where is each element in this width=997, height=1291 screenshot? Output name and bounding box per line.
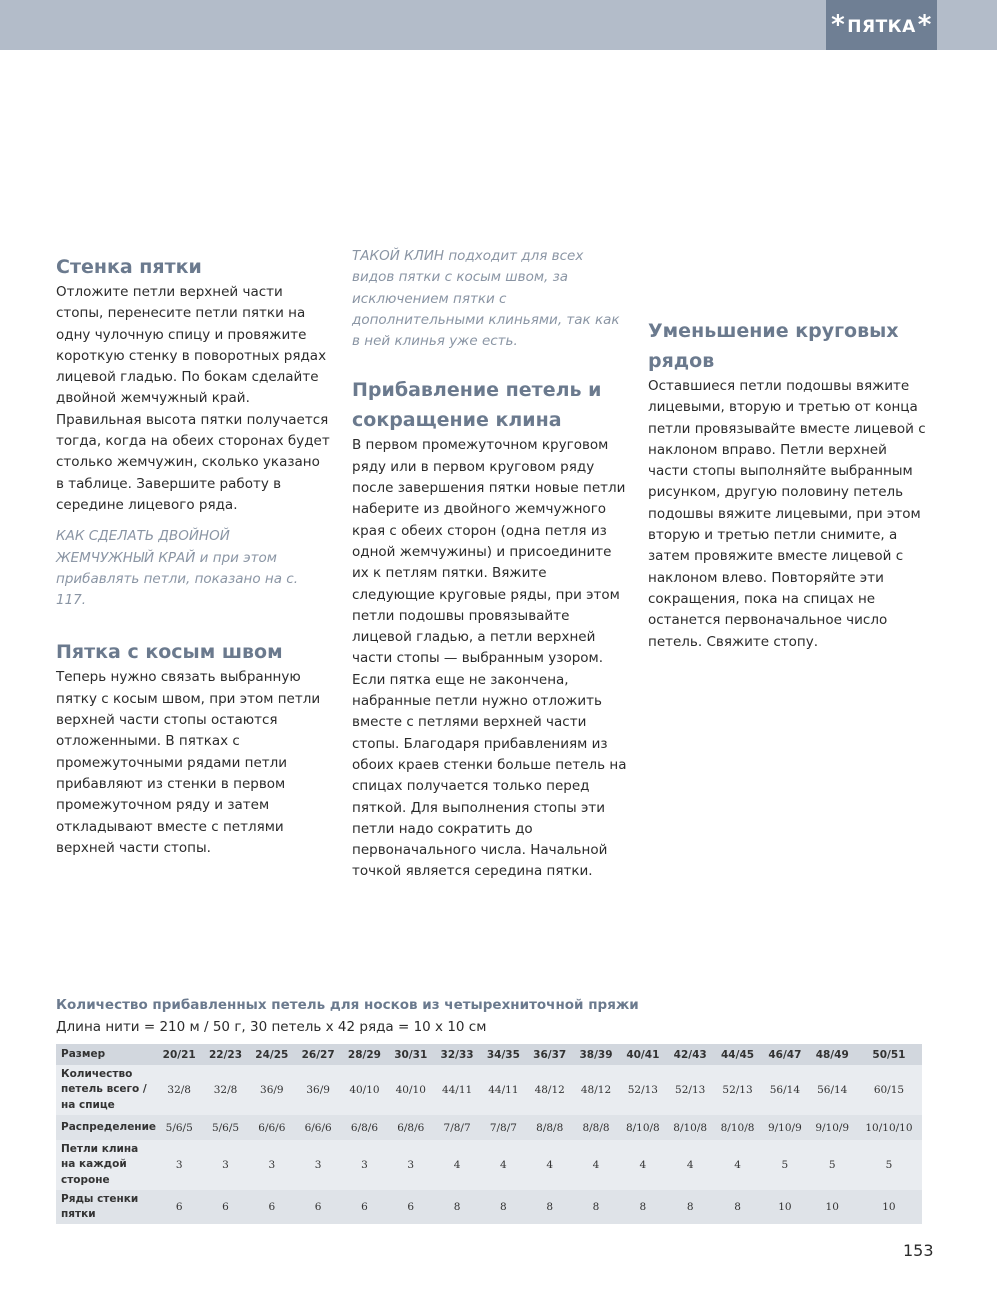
table-cell: 8 [527,1190,573,1224]
table-cell: 32/8 [156,1065,202,1115]
table-cell: 10/10/10 [856,1115,922,1140]
size-header: 38/39 [573,1044,619,1065]
size-header: 42/43 [667,1044,714,1065]
table-cell: 40/10 [388,1065,434,1115]
table-cell: 6 [341,1190,387,1224]
table-cell: 8/10/8 [619,1115,666,1140]
table-cell: 9/10/9 [761,1115,808,1140]
table-cell: 56/14 [761,1065,808,1115]
table-cell: 44/11 [434,1065,480,1115]
table-cell: 4 [714,1140,761,1190]
table-cell: 8/10/8 [714,1115,761,1140]
row-label: Петли клина на каждой стороне [56,1140,156,1190]
column-right [648,316,928,653]
table-row [56,1190,922,1224]
size-header: 20/21 [156,1044,202,1065]
table-cell: 6/8/6 [341,1115,387,1140]
table-cell: 3 [202,1140,248,1190]
table-cell: 6 [249,1190,295,1224]
italic-note: ТАКОЙ КЛИН подходит для всех видов пятки с косым швом, за исключением пятки с дополнительными клиньями, так как в ней клинья уже есть. [352,248,620,350]
size-header: 28/29 [341,1044,387,1065]
table-cell: 6/6/6 [295,1115,341,1140]
table-cell: 9/10/9 [809,1115,856,1140]
paragraph: Оставшиеся петли подошвы вяжите лицевыми, вторую и третью от конца петли провязывайте вместе лицевой с наклоном вправо. Петли верхней части стопы выполняйте выбранным рисунком, другую половину петель подошвы вяжите лицевыми, при этом вторую и третью петли снимите, а затем провяжите вместе лицевой с наклоном влево. Повторяйте эти сокращения, пока на спицах не останется первоначальное число петель. Свяжите стопу. [648,378,926,650]
paragraph: В первом промежуточном круговом ряду или в первом круговом ряду после завершения пятки новые петли наберите из двойного жемчужного края с обеих сторон (одна петля из одной жемчужины) и присоедините их к петлям пятки. Вяжите следующие круговые ряды, при этом петли подошвы провязывайте лицевой гладью, а петли верхней части стопы — выбранным узором. [352,437,626,667]
size-header: 44/45 [714,1044,761,1065]
table-cell: 8 [667,1190,714,1224]
table-cell: 5 [761,1140,808,1190]
table-cell: 5 [856,1140,922,1190]
table-cell: 4 [619,1140,666,1190]
table-cell: 8 [714,1190,761,1224]
table-cell: 60/15 [856,1065,922,1115]
table-cell: 5/6/5 [202,1115,248,1140]
heading-decreases: Уменьшение круговых рядов [648,320,899,372]
table-cell: 6 [156,1190,202,1224]
size-header: 32/33 [434,1044,480,1065]
table-cell: 8 [573,1190,619,1224]
table-cell: 56/14 [809,1065,856,1115]
table-cell: 6 [388,1190,434,1224]
table-cell: 40/10 [341,1065,387,1115]
table-row [56,1065,922,1115]
size-header: 22/23 [202,1044,248,1065]
paragraph: Теперь нужно связать выбранную пятку с косым швом, при этом петли верхней части стопы остаются отложенными. В пятках с промежуточными рядами петли прибавляют из стенки в первом промежуточном ряду и затем откладывают вместе с петлями верхней части стопы. [56,669,321,856]
table-cell: 7/8/7 [480,1115,526,1140]
heading-heel-wall: Стенка пятки [56,256,202,278]
italic-note: КАК СДЕЛАТЬ ДВОЙНОЙ ЖЕМЧУЖНЫЙ КРАЙ и при этом прибавлять петли, показано на с. 117. [56,528,299,609]
table-cell: 10 [856,1190,922,1224]
table-cell: 36/9 [249,1065,295,1115]
table-cell: 3 [295,1140,341,1190]
table-cell: 3 [388,1140,434,1190]
table-cell: 4 [573,1140,619,1190]
column-left [56,252,331,859]
row-label: Ряды стенки пятки [56,1190,156,1224]
section-label: ПЯТКА [847,17,916,37]
table-cell: 4 [527,1140,573,1190]
table-cell: 6 [295,1190,341,1224]
section-tab [826,0,937,50]
paragraph: Отложите петли верхней части стопы, перенесите петли пятки на одну чулочную спицу и провяжите короткую стенку в поворотных рядах лицевой гладью. По бокам сделайте двойной жемчужный край. [56,284,327,407]
table-cell: 7/8/7 [434,1115,480,1140]
table-cell: 4 [434,1140,480,1190]
paragraph: Правильная высота пятки получается тогда, когда на обеих сторонах будет столько жемчужин, сколько указано в таблице. Завершите работу в середине лицевого ряда. [56,411,330,513]
column-middle [352,246,627,883]
table-cell: 5 [809,1140,856,1190]
table-cell: 3 [156,1140,202,1190]
table-cell: 52/13 [667,1065,714,1115]
row-label: Распределение [56,1115,156,1140]
table-cell: 6/8/6 [388,1115,434,1140]
stitch-table [56,1044,922,1224]
table-title: Количество прибавленных петель для носков из четырехниточной пряжи [56,997,639,1013]
row-label: Количество петель всего / на спице [56,1065,156,1115]
table-cell: 10 [809,1190,856,1224]
table-cell: 5/6/5 [156,1115,202,1140]
size-header: 36/37 [527,1044,573,1065]
table-header-row [56,1044,922,1065]
table-cell: 6/6/6 [249,1115,295,1140]
table-cell: 8/10/8 [667,1115,714,1140]
table-cell: 48/12 [527,1065,573,1115]
table-cell: 8 [480,1190,526,1224]
table-cell: 52/13 [714,1065,761,1115]
table-cell: 48/12 [573,1065,619,1115]
table-cell: 8 [434,1190,480,1224]
table-row [56,1140,922,1190]
table-cell: 6 [202,1190,248,1224]
heading-slanted-heel: Пятка с косым швом [56,641,283,664]
size-header: 40/41 [619,1044,666,1065]
table-cell: 32/8 [202,1065,248,1115]
size-header: 46/47 [761,1044,808,1065]
paragraph: Если пятка еще не закончена, набранные петли нужно отложить вместе с петлями верхней части стопы. Благодаря прибавлениям из обоих краев стенки больше петель на спицах получается только перед пяткой. Для выполнения стопы эти петли надо сократить до первоначального числа. Начальной точкой является середина пятки. [352,671,627,880]
table-cell: 3 [341,1140,387,1190]
table-cell: 4 [480,1140,526,1190]
size-header: 30/31 [388,1044,434,1065]
star-icon: * [831,10,846,40]
table-cell: 10 [761,1190,808,1224]
size-header: 24/25 [249,1044,295,1065]
size-header: 48/49 [809,1044,856,1065]
table-cell: 8/8/8 [527,1115,573,1140]
size-header: 34/35 [480,1044,526,1065]
size-header: 26/27 [295,1044,341,1065]
page-number: 153 [903,1241,934,1260]
table-row [56,1115,922,1140]
star-icon: * [917,10,932,40]
table-cell: 44/11 [480,1065,526,1115]
heading-gusset: Прибавление петель и сокращение клина [352,379,602,432]
table-cell: 8/8/8 [573,1115,619,1140]
table-subtitle: Длина нити = 210 м / 50 г, 30 петель х 42 ряда = 10 х 10 см [56,1019,487,1035]
table-cell: 8 [619,1190,666,1224]
table-cell: 36/9 [295,1065,341,1115]
table-cell: 4 [667,1140,714,1190]
table-cell: 52/13 [619,1065,666,1115]
table-cell: 3 [249,1140,295,1190]
size-header: 50/51 [856,1044,922,1065]
row-label: Размер [56,1044,156,1065]
